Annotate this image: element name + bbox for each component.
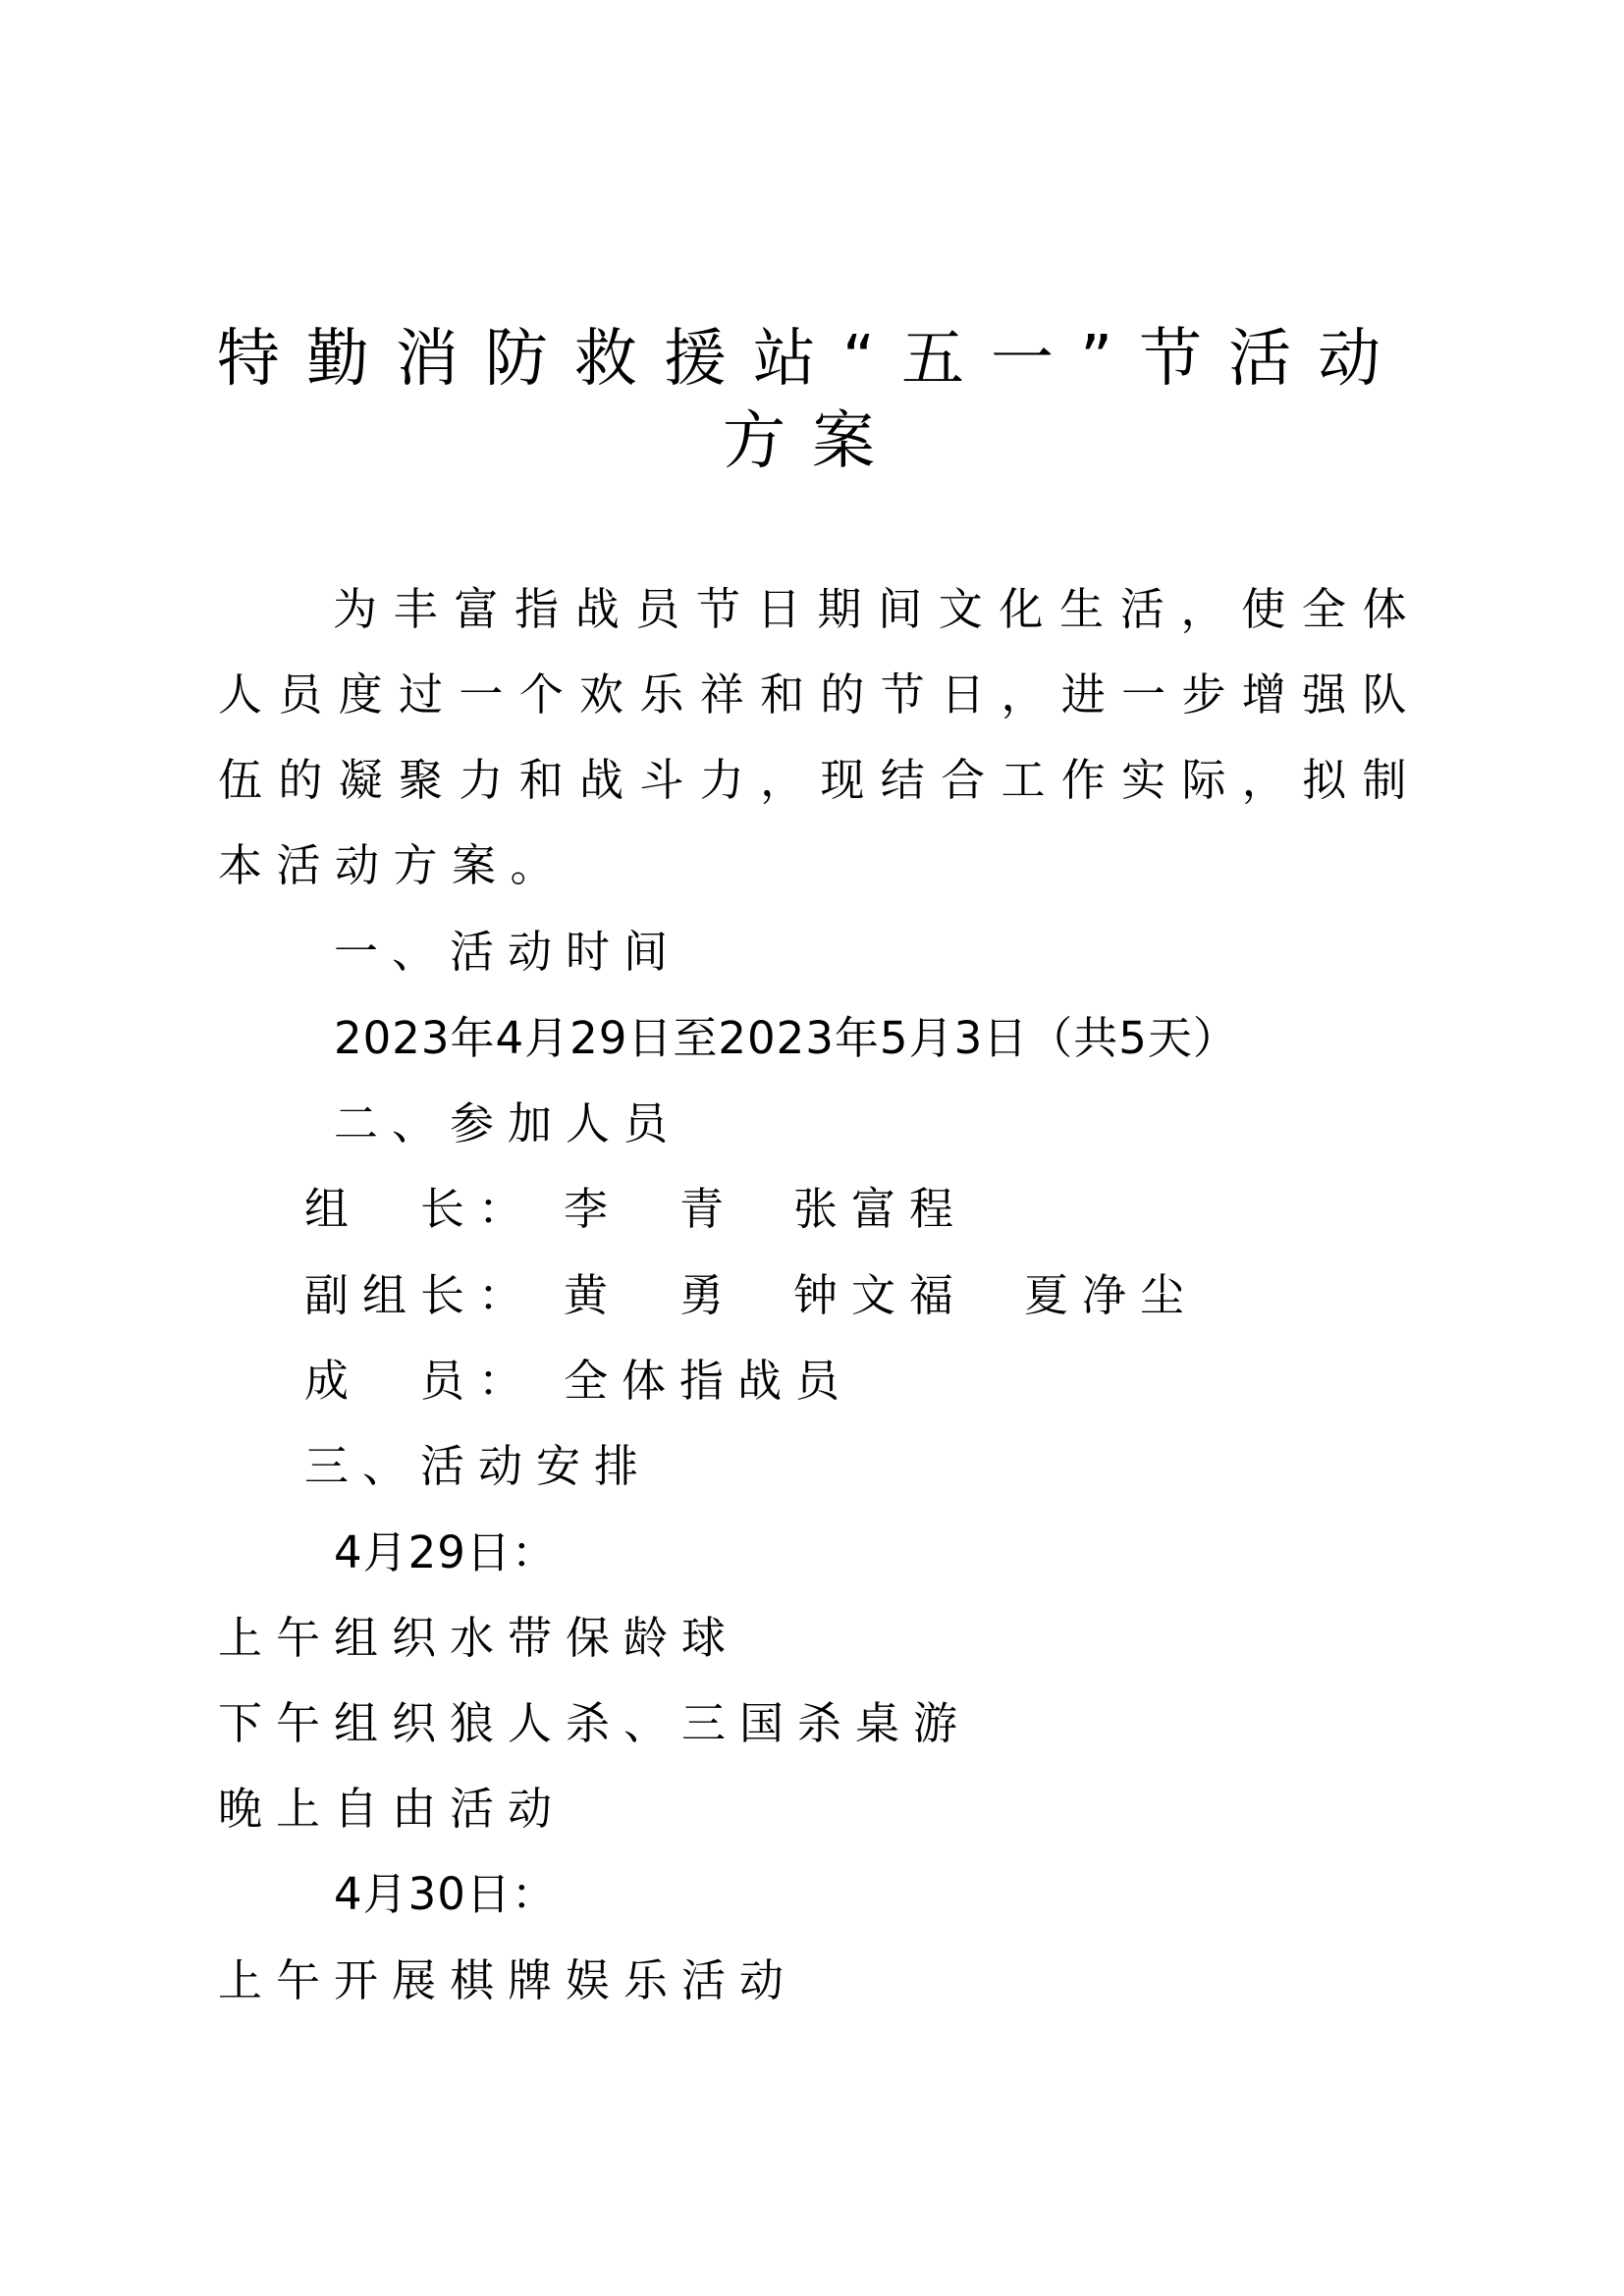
schedule-item: 上午组织水带保龄球 bbox=[218, 1612, 740, 1664]
participant-role-label: 组 长： bbox=[304, 1183, 537, 1235]
schedule-date: 4月30日： bbox=[334, 1868, 557, 1920]
section-heading-time: 一、活动时间 bbox=[334, 926, 682, 978]
schedule-date: 4月29日： bbox=[334, 1526, 557, 1578]
participant-name: 黄 勇 bbox=[564, 1269, 738, 1321]
section-heading-participants: 二、参加人员 bbox=[334, 1097, 682, 1149]
participant-name: 钟文福 bbox=[793, 1269, 968, 1321]
participant-role-label: 成 员： bbox=[304, 1355, 537, 1407]
participant-name: 张富程 bbox=[793, 1183, 968, 1235]
activity-time-range: 2023年4月29日至2023年5月3日（共5天） bbox=[334, 1012, 1238, 1064]
section-heading-schedule: 三、活动安排 bbox=[304, 1440, 653, 1492]
schedule-item: 上午开展棋牌娱乐活动 bbox=[218, 1954, 798, 2006]
participant-name: 夏净尘 bbox=[1024, 1269, 1199, 1321]
schedule-item: 下午组织狼人杀、三国杀桌游 bbox=[218, 1697, 972, 1749]
participant-role-label: 副组长： bbox=[304, 1269, 537, 1321]
document-title-line-1: 特勤消防救援站“五一”节活动 bbox=[216, 323, 1408, 396]
participant-name: 全体指战员 bbox=[564, 1355, 854, 1407]
document-title-line-2: 方案 bbox=[723, 405, 901, 478]
participant-name: 李 青 bbox=[564, 1183, 738, 1235]
schedule-item: 晚上自由活动 bbox=[218, 1783, 567, 1835]
intro-paragraph: 为丰富指战员节日期间文化生活，使全体人员度过一个欢乐祥和的节日，进一步增强队伍的凝聚力和战斗力，现结合工作实际，拟制本活动方案。 bbox=[218, 583, 1421, 891]
